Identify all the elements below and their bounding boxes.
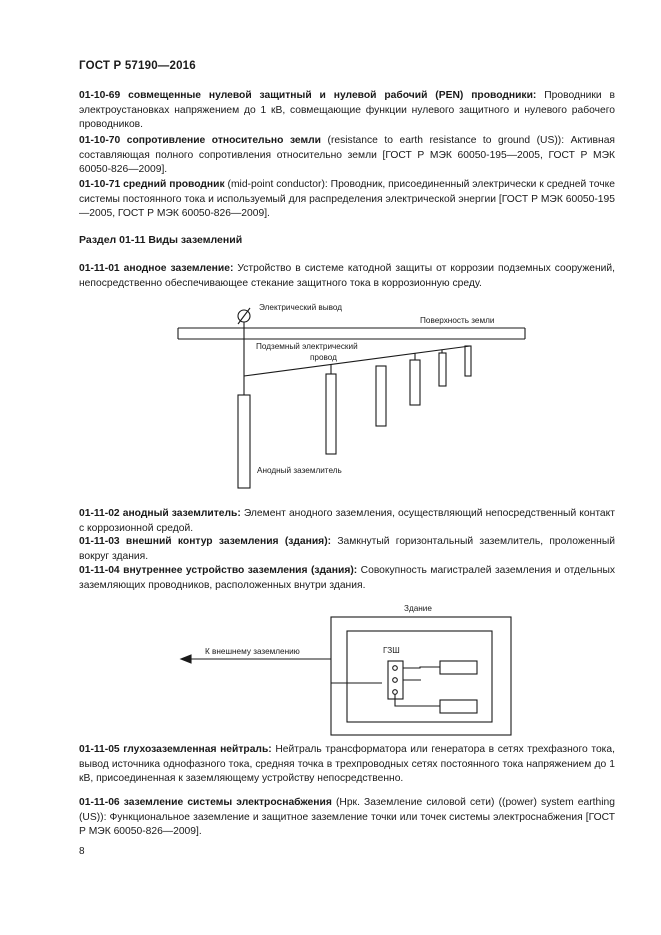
- external-contour: [331, 617, 511, 735]
- building-label: Здание: [404, 604, 432, 613]
- term: 01-10-70 сопротивление относительно земли: [79, 135, 322, 146]
- definition: Элемент анодного заземления, осуществляющий непосредственный контакт с коррозионной средой.: [79, 508, 615, 534]
- term: 01-11-03 внешний контур заземления (здания):: [79, 536, 332, 547]
- term: 01-11-04 внутреннее устройство заземления (здания):: [79, 565, 358, 576]
- definition: (mid-point conductor): Проводник, присоединенный электрически к средней точке системы постоянного тока и используемый для распределения электрической энергии [ГОСТ Р МЭК 60050-195—2005, ГОСТ Р МЭК 60050-826—2009].: [79, 179, 615, 220]
- bar-terminal-icon: [393, 678, 398, 683]
- building-outline: [347, 631, 492, 722]
- cable-label: провод: [310, 353, 337, 362]
- page-number: 8: [79, 846, 85, 857]
- entry-01-11-05: [79, 743, 615, 787]
- bar-terminal-icon: [393, 690, 398, 695]
- definition: (Нрк. Заземление силовой сети) ((power) system earthing (US)): Функциональное заземление и защитное заземление точки или точек системы электроснабжения [ГОСТ Р МЭК 60050-826—2009].: [79, 797, 615, 838]
- surface-label: Поверхность земли: [420, 316, 495, 325]
- definition: Проводники в электроустановках напряжением до 1 кВ, совмещающие функции нулевого защитного и нулевого рабочего проводников.: [79, 90, 615, 131]
- terminal-label: Электрический вывод: [259, 303, 343, 312]
- definition: Нейтраль трансформатора или генератора в сетях трехфазного тока, вывод источника однофазного тока, средняя точка в трехпроводных сетях постоянного тока напряжением до 1 кВ, присоединенная к заземляющему устройству непосредственно.: [79, 744, 615, 785]
- term: 01-10-69 совмещенные нулевой защитный и нулевой рабочий (PEN) проводники:: [79, 90, 537, 101]
- term: 01-11-05 глухозаземленная нейтраль:: [79, 744, 272, 755]
- arrow-left-icon: [181, 655, 191, 663]
- term: 01-11-02 анодный заземлитель:: [79, 508, 241, 519]
- entry-01-11-06: [79, 796, 615, 840]
- definition: Совокупность магистралей заземления и отдельных заземляющих проводников, расположенных внутри здания.: [79, 565, 615, 591]
- equipment-box: [440, 661, 477, 674]
- definition: (resistance to earth resistance to ground (US)): Активная составляющая полного сопротивления относительно земли [ГОСТ Р МЭК 60050-195—2005, ГОСТ Р МЭК 60050-826—2009].: [79, 135, 615, 176]
- document-header: ГОСТ Р 57190—2016: [79, 60, 196, 72]
- term: 01-11-01 анодное заземление:: [79, 263, 234, 274]
- main-earthing-bar: [388, 661, 403, 699]
- bar-terminal-icon: [393, 666, 398, 671]
- external-earthing-label: К внешнему заземлению: [205, 647, 300, 656]
- gzsh-label: ГЗШ: [383, 646, 400, 655]
- definition: Замкнутый горизонтальный заземлитель, проложенный вокруг здания.: [79, 536, 616, 562]
- section-title: Раздел 01-11 Виды заземлений: [79, 234, 243, 246]
- definition: Устройство в системе катодной защиты от коррозии подземных сооружений, непосредственно обеспечивающее стекание защитного тока в коррозионную среду.: [79, 263, 615, 289]
- equipment-box: [440, 700, 477, 713]
- electrode-label: Анодный заземлитель: [257, 466, 342, 475]
- term: 01-10-71 средний проводник: [79, 179, 225, 190]
- cable-label: Подземный электрический: [256, 342, 358, 351]
- term: 01-11-06 заземление системы электроснабжения: [79, 797, 332, 808]
